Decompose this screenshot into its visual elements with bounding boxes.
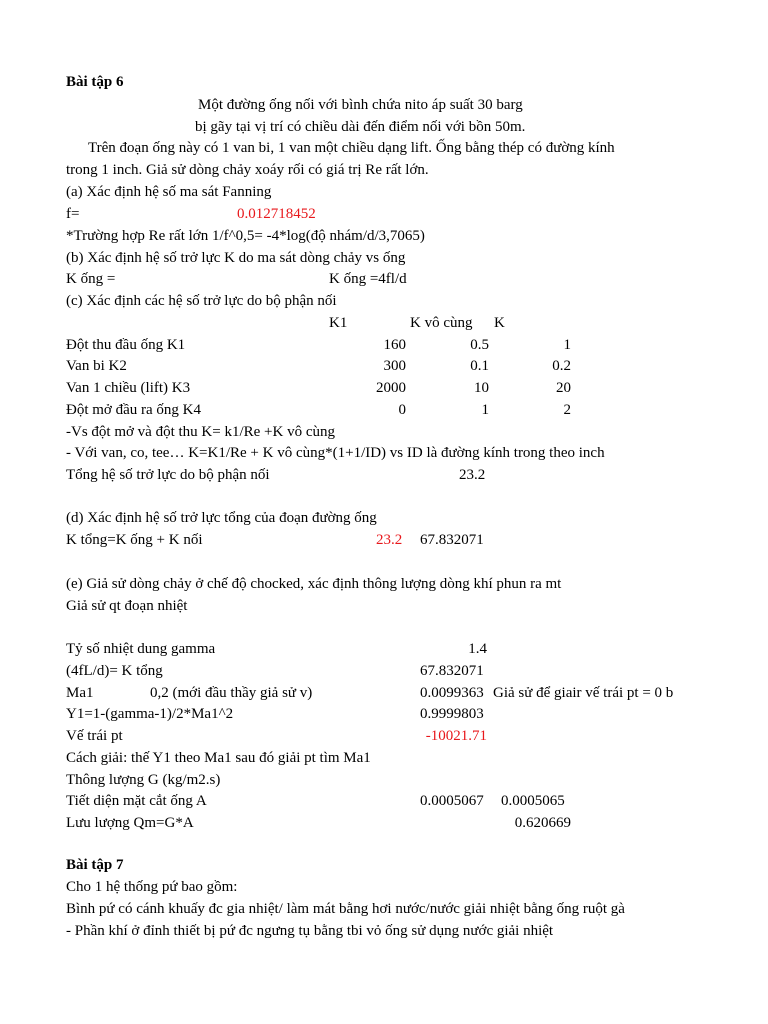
fld-label: (4fL/d)= K tổng	[66, 663, 163, 679]
exercise-6-title: Bài tập 6	[66, 74, 124, 90]
f-label: f=	[66, 206, 80, 222]
area-value-2: 0.0005065	[501, 793, 565, 809]
fld-value: 67.832071	[420, 663, 484, 679]
row-k: 20	[556, 380, 571, 396]
problem-text-line-2: bị gãy tại vị trí có chiều dài đến điểm nối với bồn 50m.	[195, 119, 526, 135]
left-side-value: -10021.71	[425, 728, 487, 744]
row-k1: 300	[383, 358, 406, 374]
problem-text-line-3: Trên đoạn ống này có 1 van bi, 1 van một chiều dạng lift. Ống bằng thép có đường kính	[88, 140, 615, 156]
row-k1: 0	[398, 402, 406, 418]
gamma-value: 1.4	[468, 641, 487, 657]
exercise-7-line-2: Bình pứ có cánh khuấy đc gia nhiệt/ làm mát bằng hơi nước/nước giải nhiệt bằng ống ruột gà	[66, 901, 625, 917]
row-name: Đột mở đầu ra ống K4	[66, 402, 201, 418]
exercise-7-line-1: Cho 1 hệ thống pứ bao gồm:	[66, 879, 238, 895]
row-k: 1	[563, 337, 571, 353]
problem-text-line-4: trong 1 inch. Giả sử dòng chảy xoáy rối có giá trị Re rất lớn.	[66, 162, 429, 178]
row-k-infinity: 10	[474, 380, 489, 396]
left-side-label: Vế trái pt	[66, 728, 123, 744]
mass-flow-label: Lưu lượng Qm=G*A	[66, 815, 194, 831]
row-name: Van bi K2	[66, 358, 127, 374]
ma1-value: 0.0099363	[420, 685, 484, 701]
row-k-infinity: 1	[481, 402, 489, 418]
solution-method: Cách giải: thế Y1 theo Ma1 sau đó giải pt tìm Ma1	[66, 750, 371, 766]
ma1-note: 0,2 (mới đầu thầy giả sử v)	[150, 685, 313, 701]
k-tong-value: 67.832071	[420, 532, 484, 548]
part-a-heading: (a) Xác định hệ số ma sát Fanning	[66, 184, 272, 200]
exercise-7-title: Bài tập 7	[66, 857, 124, 873]
k-tong-highlight: 23.2	[376, 532, 403, 548]
k-ong-formula: K ống =4fl/d	[329, 271, 407, 287]
table-header-k-infinity: K vô cùng	[410, 315, 473, 331]
note-dot-mo-dot-thu: -Vs đột mở và đột thu K= k1/Re +K vô cùng	[66, 424, 335, 440]
table-header-k1: K1	[329, 315, 348, 331]
row-name: Van 1 chiều (lift) K3	[66, 380, 191, 396]
problem-text-line-1: Một đường ống nối với bình chứa nito áp suất 30 barg	[198, 97, 523, 113]
area-value-1: 0.0005067	[420, 793, 484, 809]
total-fittings-value: 23.2	[459, 467, 486, 483]
mass-flow-value: 0.620669	[514, 815, 571, 831]
flux-g-label: Thông lượng G (kg/m2.s)	[66, 772, 221, 788]
exercise-7-line-3: - Phần khí ở đỉnh thiết bị pứ đc ngưng tụ bằng tbi vỏ ống sử dụng nước giải nhiệt	[66, 923, 554, 939]
part-e-heading: (e) Giả sử dòng chảy ở chế độ chocked, xác định thông lượng dòng khí phun ra mt	[66, 576, 562, 592]
total-fittings-label: Tổng hệ số trở lực do bộ phận nối	[66, 467, 270, 483]
note-van-co-tee: - Với van, co, tee… K=K1/Re + K vô cùng*(1+1/ID) vs ID là đường kính trong theo inch	[66, 445, 605, 461]
row-k1: 2000	[376, 380, 406, 396]
y1-label: Y1=1-(gamma-1)/2*Ma1^2	[66, 706, 234, 722]
f-value: 0.012718452	[237, 206, 316, 222]
part-b-heading: (b) Xác định hệ số trở lực K do ma sát dòng chảy vs ống	[66, 250, 406, 266]
row-k1: 160	[383, 337, 406, 353]
adiabatic-assumption: Giả sử qt đoạn nhiệt	[66, 598, 188, 614]
table-header-k: K	[494, 315, 505, 331]
row-k: 2	[563, 402, 571, 418]
row-name: Đột thu đầu ống K1	[66, 337, 186, 353]
part-d-heading: (d) Xác định hệ số trở lực tổng của đoạn đường ống	[66, 510, 377, 526]
row-k-infinity: 0.1	[470, 358, 489, 374]
gamma-label: Tỷ số nhiệt dung gamma	[66, 641, 216, 657]
ma1-comment: Giả sử để giair vế trái pt = 0 b	[493, 685, 674, 701]
ma1-label: Ma1	[66, 685, 94, 701]
y1-value: 0.9999803	[420, 706, 484, 722]
row-k-infinity: 0.5	[470, 337, 489, 353]
re-note: *Trường hợp Re rất lớn 1/f^0,5= -4*log(độ nhám/d/3,7065)	[66, 228, 425, 244]
part-c-heading: (c) Xác định các hệ số trở lực do bộ phận nối	[66, 293, 337, 309]
area-label: Tiết diện mặt cắt ống A	[66, 793, 207, 809]
row-k: 0.2	[552, 358, 571, 374]
k-tong-label: K tổng=K ống + K nối	[66, 532, 203, 548]
k-ong-label: K ống =	[66, 271, 116, 287]
